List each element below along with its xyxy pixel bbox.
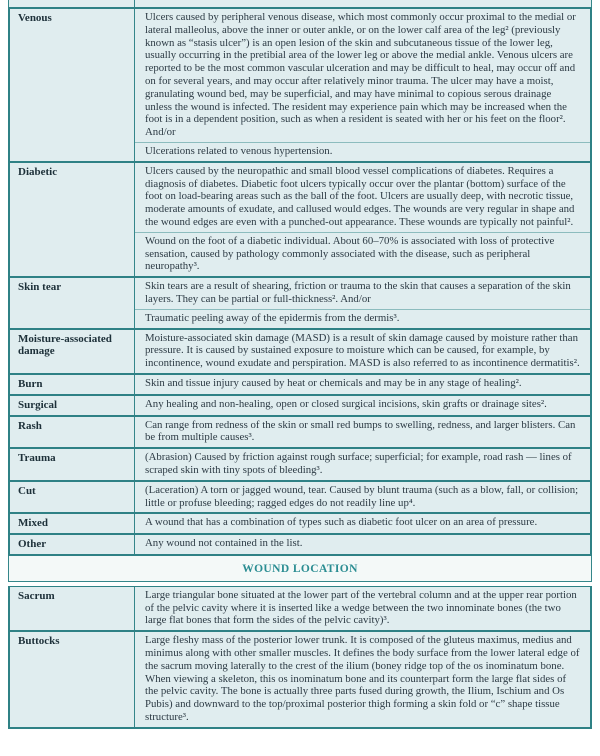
term-cell: Other — [10, 535, 135, 554]
table-row — [10, 587, 590, 632]
term-cell: Mixed — [10, 514, 135, 533]
term-cell: Burn — [10, 375, 135, 394]
term-cell: Moisture-associated damage — [10, 330, 135, 373]
definition-cell: Ulcers caused by the neuropathic and small blood vessel complications of diabetes. Requires a diagnosis of diabetes. Diabetic foot ulcers typically occur over the plantar (bottom) surface of the foot on load-bearing areas such as the ball of the foot. Ulcers are usually deep, with necrotic tissue, moderate amounts of exudate, and callused would edges. The wounds are very regular in shape and the wound edges are even with a punched-out appearance. These wounds are typically not painful². — [135, 163, 590, 233]
definition-cell: A wound that has a combination of types such as diabetic foot ulcer on an area of pressure. — [145, 516, 538, 529]
definition-cell: Any wound not contained in the list. — [145, 537, 303, 550]
definition-column — [135, 330, 590, 373]
table-row — [10, 9, 590, 163]
term-cell: Diabetic — [10, 163, 135, 276]
wound-type-table — [8, 7, 592, 556]
term-cell: Skin tear — [10, 278, 135, 327]
term-cell: Cut — [10, 482, 135, 513]
section-header-band — [8, 556, 592, 582]
table-row — [10, 163, 590, 278]
table-row — [10, 535, 590, 554]
table-row — [10, 417, 590, 450]
definition-cell: Wound on the foot of a diabetic individual. About 60–70% is associated with loss of protective sensation, caused by pathology commonly associated with the disease, such as peripheral neuropathy³. — [145, 234, 555, 273]
definition-column — [135, 278, 590, 327]
definition-column — [135, 482, 590, 513]
definition-cell: Skin and tissue injury caused by heat or chemicals and may be in any stage of healing². — [145, 376, 522, 389]
term-cell: Venous — [10, 9, 135, 161]
definition-column — [135, 396, 590, 415]
definition-column — [135, 417, 590, 448]
definition-column — [135, 375, 590, 394]
table-row — [10, 375, 590, 396]
definition-column — [135, 163, 590, 276]
table-row — [10, 449, 590, 482]
definition-cell: Traumatic peeling away of the epidermis from the dermis³. — [145, 311, 400, 324]
term-cell: Surgical — [10, 396, 135, 415]
definition-column — [135, 449, 590, 480]
term-cell: Sacrum — [10, 587, 135, 630]
term-cell: Rash — [10, 417, 135, 448]
section-header-label: WOUND LOCATION — [242, 562, 358, 575]
column-divider — [134, 0, 135, 7]
definition-cell: Any healing and non-healing, open or closed surgical incisions, skin grafts or drainage sites². — [145, 397, 547, 410]
definition-cell: (Abrasion) Caused by friction against rough surface; superficial; for example, road rash — lines of scraped skin with tiny spots of bleeding³. — [145, 451, 572, 476]
wound-location-table — [8, 586, 592, 729]
definition-column — [135, 632, 590, 727]
term-cell: Trauma — [10, 449, 135, 480]
definition-column — [135, 514, 590, 533]
table-row — [10, 278, 590, 329]
table-row — [10, 396, 590, 417]
table-row — [10, 632, 590, 727]
definition-cell: Moisture-associated skin damage (MASD) is a result of skin damage caused by moisture rather than pressure. It is caused by sustained exposure to moisture which can be caused, for example, by incontinence, wound exudate and perspiration. MASD is also referred to as incontinence dermatitis². — [145, 331, 580, 370]
definition-cell: (Laceration) A torn or jagged wound, tear. Caused by blunt trauma (such as a blow, fall, or collision; little or profuse bleeding; ragged edges do not readily line up⁴. — [145, 483, 579, 509]
definition-cell: Ulcers caused by peripheral venous disease, which most commonly occur proximal to the medial or lateral malleolus, above the inner or outer ankle, or on the lower calf area of the leg² (previously known as “stasis ulcer”) is an open lesion of the skin and subcutaneous tissue of the lower leg, usually occurring in the pretibial area of the lower leg or above the medial ankle. Venous ulcers are reported to be the most common vascular ulceration and may be difficult to heal, may occur off and on for several years, and may occur after relatively minor trauma. The ulcer may have a moist, granulating wound bed, may be superficial, and may have minimal to copious serous drainage unless the wound is infected. The resident may experience pain which may be increased when the foot is in a dependent position, such as when a resident is seated with her or his feet on the floor². And/or — [135, 9, 590, 143]
term-cell: Buttocks — [10, 632, 135, 727]
definition-column — [135, 535, 590, 554]
table-row — [10, 514, 590, 535]
cropped-row-stub — [8, 0, 592, 7]
table-row — [10, 482, 590, 515]
definition-cell: Skin tears are a result of shearing, friction or trauma to the skin that causes a separation of the skin layers. They can be partial or full-thickness². And/or — [135, 278, 590, 310]
definition-cell: Large triangular bone situated at the lower part of the vertebral column and at the upper rear portion of the pelvic cavity where it is inserted like a wedge between the two innominate bones (the two large flat bones that form the sides of the pelvic cavity)³. — [145, 588, 577, 627]
definition-column — [135, 9, 590, 161]
definition-column — [135, 587, 590, 630]
definition-cell: Ulcerations related to venous hypertension. — [145, 144, 333, 157]
definition-cell: Large fleshy mass of the posterior lower trunk. It is composed of the gluteus maximus, medius and minimus along with other smaller muscles. It defines the body surface from the lower lateral edge of the sacrum moving laterally to the crest of the ilium (boney ridge top of the os inominatum bone. When viewing a skeleton, this os inominatum bone and its counterpart form the large flat sides of the pelvic cavity. The bone is actually three parts fused during growth, the Ilium, Ischium and Os Pubis) and downward to the top/proximal posterior thigh forming a skin fold or “c” shape tissue structure³. — [145, 634, 580, 724]
definition-cell: Can range from redness of the skin or small red bumps to swelling, redness, and larger blisters. Can be from multiple causes³. — [145, 418, 576, 444]
table-row — [10, 330, 590, 375]
